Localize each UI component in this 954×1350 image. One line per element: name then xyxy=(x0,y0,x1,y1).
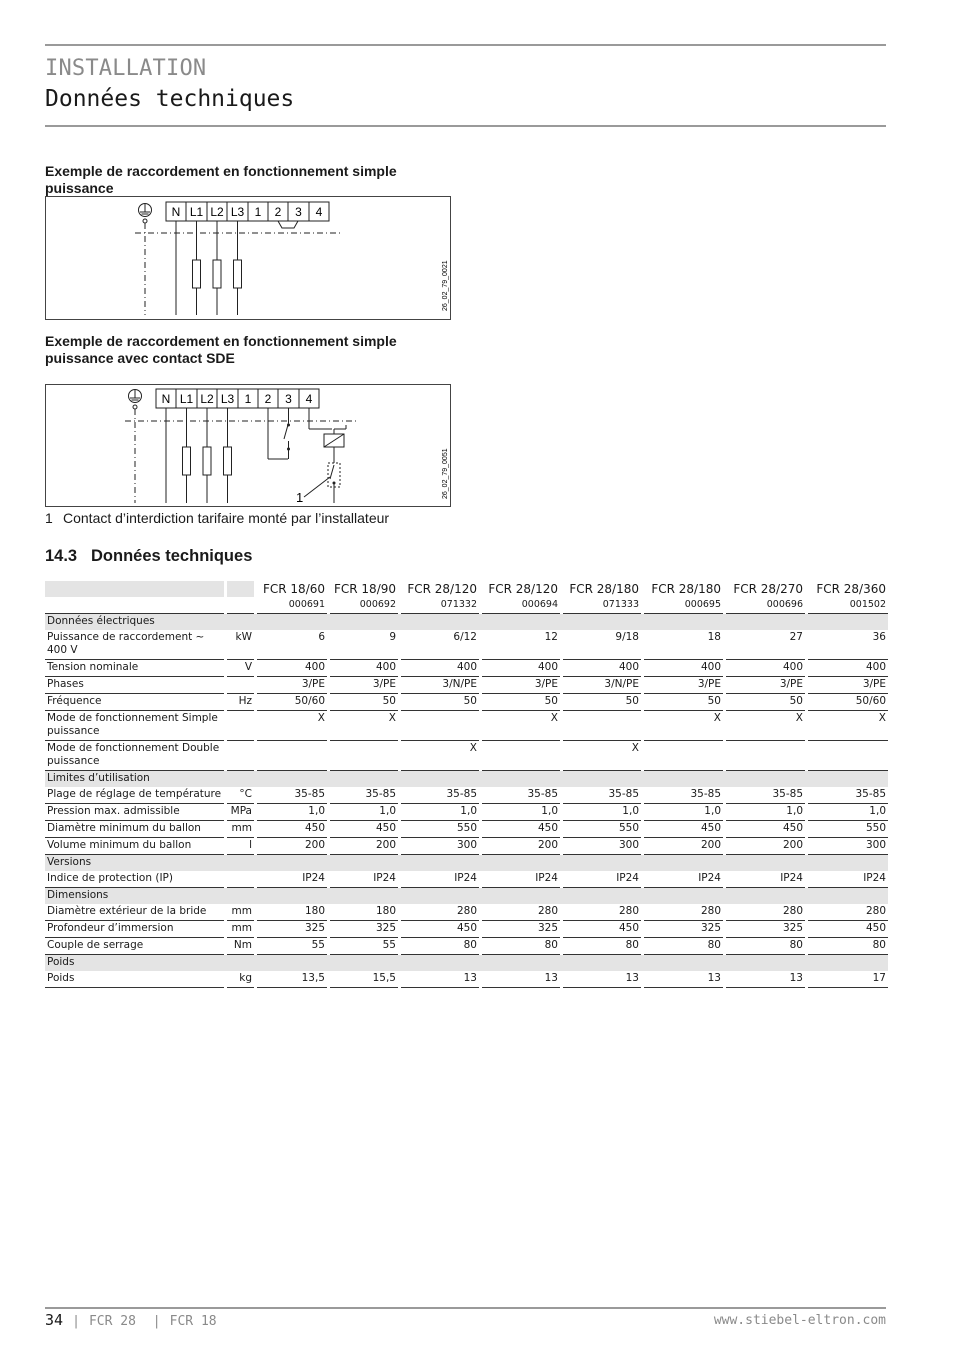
row-value: 36 xyxy=(808,630,888,660)
row-value: 280 xyxy=(808,904,888,921)
row-value: 35-85 xyxy=(330,787,398,804)
row-unit: mm xyxy=(227,921,254,938)
page-footer-left xyxy=(45,1311,217,1329)
row-value: 325 xyxy=(330,921,398,938)
row-value: X xyxy=(482,711,560,741)
row-value: 200 xyxy=(257,838,327,855)
row-value: 13 xyxy=(644,971,723,988)
group-label: Dimensions xyxy=(45,888,888,904)
terminal-label: 4 xyxy=(315,205,323,219)
footer-separator: | xyxy=(152,1314,161,1329)
row-value: 50 xyxy=(644,694,723,711)
table-group-row xyxy=(45,614,888,630)
terminal-label: 2 xyxy=(264,392,272,406)
row-value: X xyxy=(330,711,398,741)
wiring-diagram-simple-svg xyxy=(46,197,450,319)
row-value: 50 xyxy=(726,694,805,711)
row-value: 3/PE xyxy=(257,677,327,694)
footnote-text: Contact d’interdiction tarifaire monté par l’installateur xyxy=(63,510,390,526)
row-value: 450 xyxy=(644,821,723,838)
footer-rule xyxy=(45,1307,886,1309)
row-value: 13 xyxy=(563,971,641,988)
row-value: 3/PE xyxy=(330,677,398,694)
row-label: Fréquence xyxy=(45,694,224,711)
row-value: 3/PE xyxy=(808,677,888,694)
model-header: FCR 28/180 xyxy=(644,581,723,597)
row-value: 3/N/PE xyxy=(563,677,641,694)
row-value xyxy=(726,741,805,771)
row-value: 27 xyxy=(726,630,805,660)
article-number: 000691 xyxy=(257,597,327,614)
row-value: 3/N/PE xyxy=(401,677,479,694)
row-value: X xyxy=(726,711,805,741)
row-value: 400 xyxy=(257,660,327,677)
row-value: IP24 xyxy=(644,871,723,888)
row-value: 1,0 xyxy=(726,804,805,821)
diagram2-caption: Exemple de raccordement en fonctionnement simple puissance avec contact SDE xyxy=(45,333,397,366)
row-value: 50 xyxy=(563,694,641,711)
row-value: 1,0 xyxy=(563,804,641,821)
model-header: FCR 28/360 xyxy=(808,581,888,597)
row-value: IP24 xyxy=(330,871,398,888)
row-value: 1,0 xyxy=(401,804,479,821)
table-header-blank xyxy=(45,581,224,597)
row-label: Indice de protection (IP) xyxy=(45,871,224,888)
table-group-row xyxy=(45,955,888,971)
row-value: 35-85 xyxy=(808,787,888,804)
row-value: 200 xyxy=(726,838,805,855)
row-value: 13 xyxy=(482,971,560,988)
row-value xyxy=(644,741,723,771)
model-header: FCR 18/90 xyxy=(330,581,398,597)
row-value: 13,5 xyxy=(257,971,327,988)
row-label: Poids xyxy=(45,971,224,988)
row-value: 300 xyxy=(401,838,479,855)
row-unit: Hz xyxy=(227,694,254,711)
row-value: 6 xyxy=(257,630,327,660)
row-value: 325 xyxy=(482,921,560,938)
article-blank xyxy=(45,597,224,614)
ground-icon xyxy=(129,390,142,504)
row-value: 80 xyxy=(808,938,888,955)
article-number: 071333 xyxy=(563,597,641,614)
table-group-row xyxy=(45,855,888,871)
article-number: 071332 xyxy=(401,597,479,614)
article-number: 000695 xyxy=(644,597,723,614)
row-value: 300 xyxy=(563,838,641,855)
terminal-label: 1 xyxy=(244,392,252,406)
row-value: 400 xyxy=(563,660,641,677)
row-unit xyxy=(227,741,254,771)
group-label: Données électriques xyxy=(45,614,888,630)
article-blank xyxy=(227,597,254,614)
model-header: FCR 18/60 xyxy=(257,581,327,597)
article-number: 001502 xyxy=(808,597,888,614)
row-value: 450 xyxy=(808,921,888,938)
row-unit: MPa xyxy=(227,804,254,821)
row-value: 80 xyxy=(726,938,805,955)
row-unit: l xyxy=(227,838,254,855)
row-value: 200 xyxy=(644,838,723,855)
callout-number: 1 xyxy=(296,490,304,505)
terminal-label: L1 xyxy=(179,392,194,406)
row-value: X xyxy=(563,741,641,771)
model-header: FCR 28/270 xyxy=(726,581,805,597)
wiring-diagram-simple xyxy=(45,196,451,320)
footer-url[interactable]: www.stiebel-eltron.com xyxy=(713,1313,886,1328)
terminal-label: 1 xyxy=(254,205,262,219)
row-value xyxy=(482,741,560,771)
row-value xyxy=(808,741,888,771)
row-value: 12 xyxy=(482,630,560,660)
row-value: 80 xyxy=(401,938,479,955)
subsection-heading xyxy=(45,547,252,566)
table-row xyxy=(45,821,888,838)
row-value: 35-85 xyxy=(644,787,723,804)
terminal-label: 2 xyxy=(274,205,282,219)
row-value: 80 xyxy=(644,938,723,955)
row-value: 550 xyxy=(808,821,888,838)
row-value: 50 xyxy=(401,694,479,711)
table-row xyxy=(45,711,888,741)
diagram-code: 26_02_79_0021 xyxy=(442,260,449,311)
row-value: 325 xyxy=(644,921,723,938)
model-header: FCR 28/180 xyxy=(563,581,641,597)
row-value: 1,0 xyxy=(257,804,327,821)
row-unit: V xyxy=(227,660,254,677)
row-value xyxy=(401,711,479,741)
row-unit: °C xyxy=(227,787,254,804)
row-value: 400 xyxy=(644,660,723,677)
row-label: Mode de fonctionnement Simple puissance xyxy=(45,711,224,741)
row-value: 280 xyxy=(726,904,805,921)
row-value: 325 xyxy=(726,921,805,938)
row-value: IP24 xyxy=(401,871,479,888)
row-value: 280 xyxy=(644,904,723,921)
terminal-label: 4 xyxy=(305,392,313,406)
row-value: 180 xyxy=(330,904,398,921)
table-row xyxy=(45,804,888,821)
terminal-label: L2 xyxy=(200,392,214,406)
row-value xyxy=(257,741,327,771)
row-value: 13 xyxy=(726,971,805,988)
row-value: 35-85 xyxy=(257,787,327,804)
row-label: Tension nominale xyxy=(45,660,224,677)
table-row xyxy=(45,938,888,955)
table-row xyxy=(45,694,888,711)
row-value: 550 xyxy=(563,821,641,838)
row-label: Plage de réglage de température xyxy=(45,787,224,804)
row-value: 1,0 xyxy=(482,804,560,821)
article-number: 000694 xyxy=(482,597,560,614)
row-value: IP24 xyxy=(726,871,805,888)
row-value: 325 xyxy=(257,921,327,938)
terminal-label: L3 xyxy=(230,205,245,219)
row-value: 50 xyxy=(330,694,398,711)
row-value: 450 xyxy=(726,821,805,838)
terminal-label: L3 xyxy=(220,392,235,406)
row-value: 400 xyxy=(482,660,560,677)
row-value: 280 xyxy=(482,904,560,921)
row-value: 50/60 xyxy=(808,694,888,711)
row-unit: mm xyxy=(227,904,254,921)
row-value: 3/PE xyxy=(482,677,560,694)
footnote-number: 1 xyxy=(45,510,53,526)
title-rule xyxy=(45,125,886,127)
group-label: Versions xyxy=(45,855,888,871)
row-value: IP24 xyxy=(482,871,560,888)
row-label: Pression max. admissible xyxy=(45,804,224,821)
wiring-diagram-sde-svg xyxy=(46,385,450,506)
table-row xyxy=(45,660,888,677)
diagram1-caption: Exemple de raccordement en fonctionnement simple puissance xyxy=(45,163,397,196)
row-value: 55 xyxy=(257,938,327,955)
row-label: Phases xyxy=(45,677,224,694)
row-value: 35-85 xyxy=(482,787,560,804)
row-unit: kg xyxy=(227,971,254,988)
table-row xyxy=(45,904,888,921)
row-value: IP24 xyxy=(257,871,327,888)
subsection-title: Données techniques xyxy=(91,547,253,565)
terminal-label: L2 xyxy=(210,205,224,219)
row-value: 450 xyxy=(257,821,327,838)
ground-icon xyxy=(139,204,152,316)
row-value: 1,0 xyxy=(808,804,888,821)
row-value: 450 xyxy=(330,821,398,838)
row-value: 300 xyxy=(808,838,888,855)
row-value: IP24 xyxy=(808,871,888,888)
model-header: FCR 28/120 xyxy=(401,581,479,597)
row-value: 400 xyxy=(808,660,888,677)
row-label: Profondeur d’immersion xyxy=(45,921,224,938)
terminal-label: L1 xyxy=(189,205,204,219)
terminal-label: 3 xyxy=(285,392,292,406)
row-unit: kW xyxy=(227,630,254,660)
row-value: 200 xyxy=(482,838,560,855)
row-unit xyxy=(227,677,254,694)
terminal-label: N xyxy=(171,205,181,219)
table-row xyxy=(45,871,888,888)
row-value: X xyxy=(257,711,327,741)
terminal-block xyxy=(156,389,319,408)
row-value: 450 xyxy=(482,821,560,838)
top-rule xyxy=(45,44,886,46)
row-value: 35-85 xyxy=(563,787,641,804)
row-value: 9/18 xyxy=(563,630,641,660)
row-value: 450 xyxy=(401,921,479,938)
row-value: 17 xyxy=(808,971,888,988)
row-label: Puissance de raccordement ~ 400 V xyxy=(45,630,224,660)
model-header: FCR 28/120 xyxy=(482,581,560,597)
article-number-row xyxy=(45,597,888,614)
table-row xyxy=(45,921,888,938)
page-title: Données techniques xyxy=(45,86,295,112)
row-value: 400 xyxy=(330,660,398,677)
table-group-row xyxy=(45,771,888,787)
row-value: IP24 xyxy=(563,871,641,888)
wiring-diagram-sde xyxy=(45,384,451,507)
row-value: X xyxy=(401,741,479,771)
row-unit xyxy=(227,871,254,888)
footer-doc: FCR 28 xyxy=(88,1314,136,1329)
table-row xyxy=(45,787,888,804)
terminal-block xyxy=(166,202,329,221)
group-label: Poids xyxy=(45,955,888,971)
table-row xyxy=(45,741,888,771)
row-label: Couple de serrage xyxy=(45,938,224,955)
row-value: 1,0 xyxy=(644,804,723,821)
row-value: 280 xyxy=(401,904,479,921)
row-value: 13 xyxy=(401,971,479,988)
table-row xyxy=(45,630,888,660)
row-label: Mode de fonctionnement Double puissance xyxy=(45,741,224,771)
terminal-label: 3 xyxy=(295,205,302,219)
row-value: 50 xyxy=(482,694,560,711)
row-value: 3/PE xyxy=(726,677,805,694)
page-number: 34 xyxy=(45,1311,64,1329)
table-row xyxy=(45,677,888,694)
row-value: 450 xyxy=(563,921,641,938)
row-value: 35-85 xyxy=(401,787,479,804)
article-number: 000696 xyxy=(726,597,805,614)
section-heading: INSTALLATION xyxy=(45,56,207,81)
row-value: 280 xyxy=(563,904,641,921)
row-label: Diamètre extérieur de la bride xyxy=(45,904,224,921)
footnote xyxy=(45,510,389,526)
table-header-blank xyxy=(227,581,254,597)
row-value: 1,0 xyxy=(330,804,398,821)
row-value xyxy=(330,741,398,771)
tech-data-table xyxy=(42,581,891,988)
row-value: 180 xyxy=(257,904,327,921)
terminal-label: N xyxy=(161,392,171,406)
row-value: 80 xyxy=(563,938,641,955)
group-label: Limites d’utilisation xyxy=(45,771,888,787)
row-value: 200 xyxy=(330,838,398,855)
row-label: Diamètre minimum du ballon xyxy=(45,821,224,838)
row-value: 80 xyxy=(482,938,560,955)
footer-doc: FCR 18 xyxy=(169,1314,217,1329)
row-value: 550 xyxy=(401,821,479,838)
subsection-number: 14.3 xyxy=(45,547,78,565)
table-row xyxy=(45,838,888,855)
row-label: Volume minimum du ballon xyxy=(45,838,224,855)
row-value: 55 xyxy=(330,938,398,955)
row-value: X xyxy=(644,711,723,741)
row-value: 6/12 xyxy=(401,630,479,660)
row-value: 3/PE xyxy=(644,677,723,694)
table-row xyxy=(45,971,888,988)
row-value: 9 xyxy=(330,630,398,660)
row-value: 35-85 xyxy=(726,787,805,804)
table-header-row xyxy=(45,581,888,597)
row-unit xyxy=(227,711,254,741)
row-unit: Nm xyxy=(227,938,254,955)
diagram-code: 26_02_79_0051 xyxy=(442,448,449,499)
row-value: X xyxy=(808,711,888,741)
row-value: 400 xyxy=(401,660,479,677)
row-value: 400 xyxy=(726,660,805,677)
footer-separator: | xyxy=(72,1314,80,1329)
row-value: 18 xyxy=(644,630,723,660)
row-value: 15,5 xyxy=(330,971,398,988)
row-value: 50/60 xyxy=(257,694,327,711)
table-group-row xyxy=(45,888,888,904)
row-value xyxy=(563,711,641,741)
row-unit: mm xyxy=(227,821,254,838)
article-number: 000692 xyxy=(330,597,398,614)
